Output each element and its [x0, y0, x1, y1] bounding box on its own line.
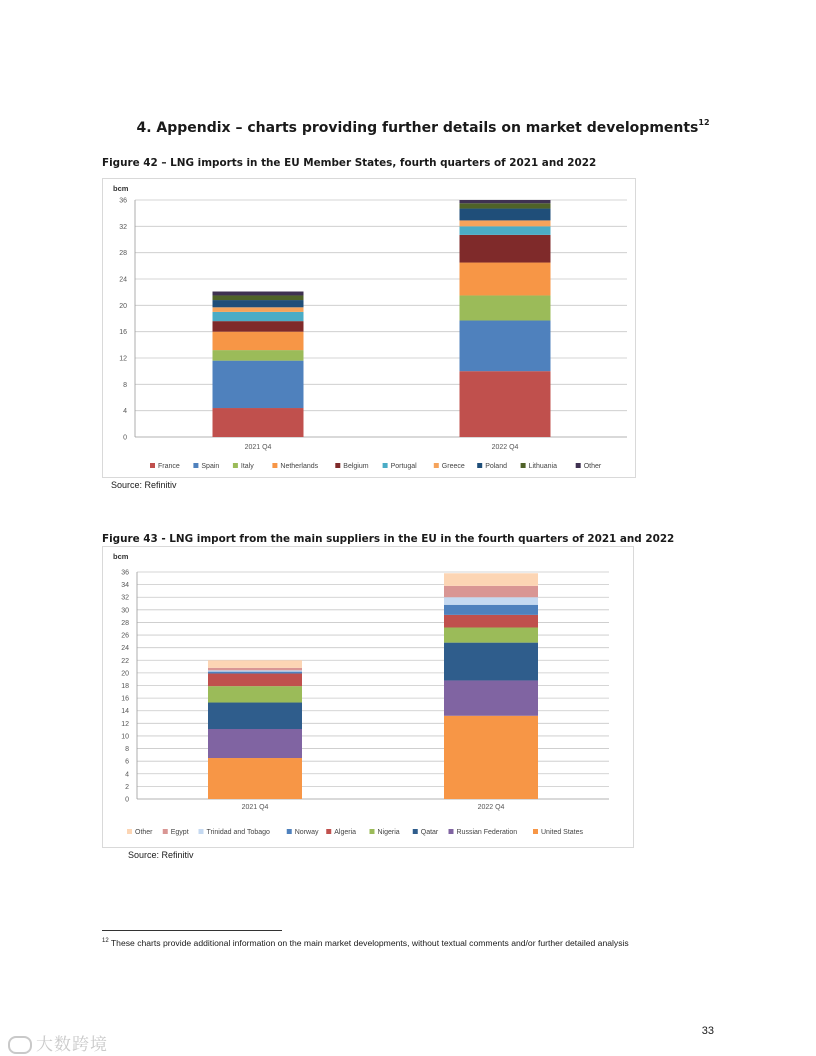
legend-swatch-trinidad-and-tobago: [199, 829, 204, 834]
bar-segment-portugal-2021-q4: [213, 312, 304, 321]
bar-segment-nigeria-2021-q4: [208, 686, 302, 702]
legend-label-poland: Poland: [485, 463, 507, 470]
heading-text: 4. Appendix – charts providing further details on market developments: [136, 120, 699, 136]
legend-swatch-portugal: [383, 463, 388, 468]
bar-segment-netherlands-2022-q4: [460, 263, 551, 296]
y-tick-label: 36: [119, 197, 127, 205]
legend-swatch-lithuania: [521, 463, 526, 468]
y-tick-label: 28: [119, 250, 127, 258]
bar-segment-russian-federation-2021-q4: [208, 729, 302, 758]
bar-segment-greece-2021-q4: [213, 307, 304, 312]
bar-segment-france-2021-q4: [213, 408, 304, 437]
y-tick-label: 28: [121, 619, 129, 627]
legend-swatch-qatar: [413, 829, 418, 834]
bar-segment-poland-2021-q4: [213, 300, 304, 307]
bar-segment-other-2021-q4: [208, 660, 302, 668]
legend-label-algeria: Algeria: [334, 829, 357, 836]
legend-swatch-egypt: [163, 829, 168, 834]
bar-segment-belgium-2021-q4: [213, 321, 304, 332]
legend-label-france: France: [158, 463, 180, 470]
bar-segment-other-2022-q4: [444, 573, 538, 586]
y-tick-label: 34: [121, 582, 129, 590]
legend-label-other: Other: [583, 463, 602, 470]
footnote-text: These charts provide additional information on the main market developments, without textual comments and/or further detailed analysis: [110, 938, 629, 948]
bar-segment-algeria-2022-q4: [444, 615, 538, 628]
legend-swatch-russian-federation: [449, 829, 454, 834]
bar-segment-trinidad-and-tobago-2021-q4: [208, 670, 302, 671]
legend-swatch-united-states: [533, 829, 538, 834]
legend-label-egypt: Egypt: [170, 829, 189, 836]
y-tick-label: 30: [121, 607, 129, 615]
bar-segment-qatar-2022-q4: [444, 643, 538, 681]
y-tick-label: 18: [121, 683, 129, 690]
bar-segment-spain-2021-q4: [213, 361, 304, 408]
legend-label-united-states: United States: [541, 829, 584, 836]
y-tick-label: 32: [121, 594, 129, 602]
bar-segment-italy-2021-q4: [213, 350, 304, 361]
y-tick-label: 12: [121, 720, 129, 728]
y-axis-label: bcm: [113, 552, 129, 561]
bar-segment-france-2022-q4: [460, 371, 551, 437]
bar-segment-belgium-2022-q4: [460, 235, 551, 263]
bar-segment-lithuania-2022-q4: [460, 203, 551, 208]
bar-segment-portugal-2022-q4: [460, 226, 551, 235]
y-tick-label: 24: [119, 276, 127, 284]
x-tick-label: 2021 Q4: [241, 804, 269, 811]
bar-segment-russian-federation-2022-q4: [444, 680, 538, 715]
y-tick-label: 24: [121, 645, 129, 653]
bar-segment-trinidad-and-tobago-2022-q4: [444, 597, 538, 605]
bar-segment-spain-2022-q4: [460, 320, 551, 371]
x-tick-label: 2022 Q4: [477, 804, 505, 811]
bar-segment-norway-2021-q4: [208, 672, 302, 674]
legend-label-greece: Greece: [441, 463, 465, 470]
legend-label-portugal: Portugal: [390, 463, 417, 470]
x-tick-label: 2021 Q4: [244, 444, 272, 451]
y-tick-label: 12: [119, 355, 127, 363]
y-tick-label: 0: [123, 434, 127, 442]
legend-swatch-poland: [477, 463, 482, 468]
figure-42-source: Source: Refinitiv: [111, 480, 177, 490]
legend-label-lithuania: Lithuania: [528, 463, 558, 470]
page-number: 33: [701, 1025, 714, 1037]
y-tick-label: 20: [121, 670, 129, 678]
legend-swatch-norway: [287, 829, 292, 834]
y-tick-label: 26: [121, 632, 129, 640]
figure-43-chart: [102, 546, 634, 848]
legend-swatch-greece: [434, 463, 439, 468]
legend-label-belgium: Belgium: [343, 463, 369, 470]
footnote-divider: [102, 930, 282, 931]
watermark: [8, 1030, 108, 1055]
legend-label-netherlands: Netherlands: [280, 463, 319, 470]
legend-swatch-spain: [193, 463, 198, 468]
y-tick-label: 36: [121, 569, 129, 577]
bar-segment-netherlands-2021-q4: [213, 332, 304, 350]
y-tick-label: 20: [119, 302, 127, 310]
y-tick-label: 4: [123, 408, 127, 416]
y-axis-label: bcm: [113, 184, 129, 193]
y-tick-label: 16: [119, 329, 127, 337]
legend-label-italy: Italy: [240, 463, 254, 470]
watermark-text: 大数跨境: [36, 1035, 108, 1055]
bar-segment-egypt-2021-q4: [208, 668, 302, 671]
heading-footnote-ref: 12: [698, 118, 710, 127]
figure-43-svg: [103, 547, 633, 847]
bar-segment-qatar-2021-q4: [208, 703, 302, 729]
bar-segment-italy-2022-q4: [460, 295, 551, 320]
y-tick-label: 0: [125, 796, 129, 804]
bar-segment-other-2022-q4: [460, 200, 551, 203]
legend-swatch-belgium: [335, 463, 340, 468]
x-tick-label: 2022 Q4: [491, 444, 519, 451]
bar-segment-greece-2022-q4: [460, 220, 551, 226]
y-tick-label: 32: [119, 223, 127, 231]
legend-label-norway: Norway: [294, 829, 319, 836]
legend-label-spain: Spain: [201, 463, 220, 470]
y-tick-label: 10: [121, 733, 129, 741]
y-tick-label: 14: [121, 708, 129, 716]
y-tick-label: 2: [125, 783, 129, 791]
bar-segment-egypt-2022-q4: [444, 586, 538, 597]
figure-42-caption: Figure 42 – LNG imports in the EU Member States, fourth quarters of 2021 and 2022: [102, 157, 597, 169]
bar-segment-nigeria-2022-q4: [444, 627, 538, 642]
figure-43-source: Source: Refinitiv: [128, 850, 194, 860]
bar-segment-algeria-2021-q4: [208, 674, 302, 687]
legend-label-qatar: Qatar: [420, 829, 439, 836]
watermark-logo-icon: [8, 1036, 32, 1054]
y-tick-label: 8: [125, 746, 129, 754]
legend-swatch-other: [576, 463, 581, 468]
figure-42-svg: [103, 179, 635, 477]
y-tick-label: 4: [125, 771, 129, 779]
legend-swatch-algeria: [326, 829, 331, 834]
appendix-heading: [0, 120, 816, 136]
footnote: [102, 938, 629, 948]
y-tick-label: 8: [123, 381, 127, 389]
legend-swatch-nigeria: [370, 829, 375, 834]
y-tick-label: 16: [121, 695, 129, 703]
legend-label-trinidad-and-tobago: Trinidad and Tobago: [206, 829, 270, 836]
figure-43-caption: Figure 43 - LNG import from the main suppliers in the EU in the fourth quarters of 2021 and 2022: [102, 533, 675, 545]
legend-swatch-other: [127, 829, 132, 834]
footnote-ref: 12: [102, 938, 109, 945]
bar-segment-norway-2022-q4: [444, 605, 538, 615]
figure-42-chart: [102, 178, 636, 478]
legend-label-nigeria: Nigeria: [377, 829, 400, 836]
legend-swatch-netherlands: [272, 463, 277, 468]
bar-segment-united-states-2022-q4: [444, 716, 538, 799]
legend-label-russian-federation: Russian Federation: [456, 829, 518, 836]
legend-label-other: Other: [135, 829, 153, 836]
legend-swatch-france: [150, 463, 155, 468]
y-tick-label: 6: [125, 758, 129, 766]
bar-segment-united-states-2021-q4: [208, 758, 302, 799]
bar-segment-other-2021-q4: [213, 292, 304, 296]
y-tick-label: 22: [121, 657, 129, 665]
bar-segment-poland-2022-q4: [460, 209, 551, 221]
legend-swatch-italy: [233, 463, 238, 468]
bar-segment-lithuania-2021-q4: [213, 295, 304, 300]
